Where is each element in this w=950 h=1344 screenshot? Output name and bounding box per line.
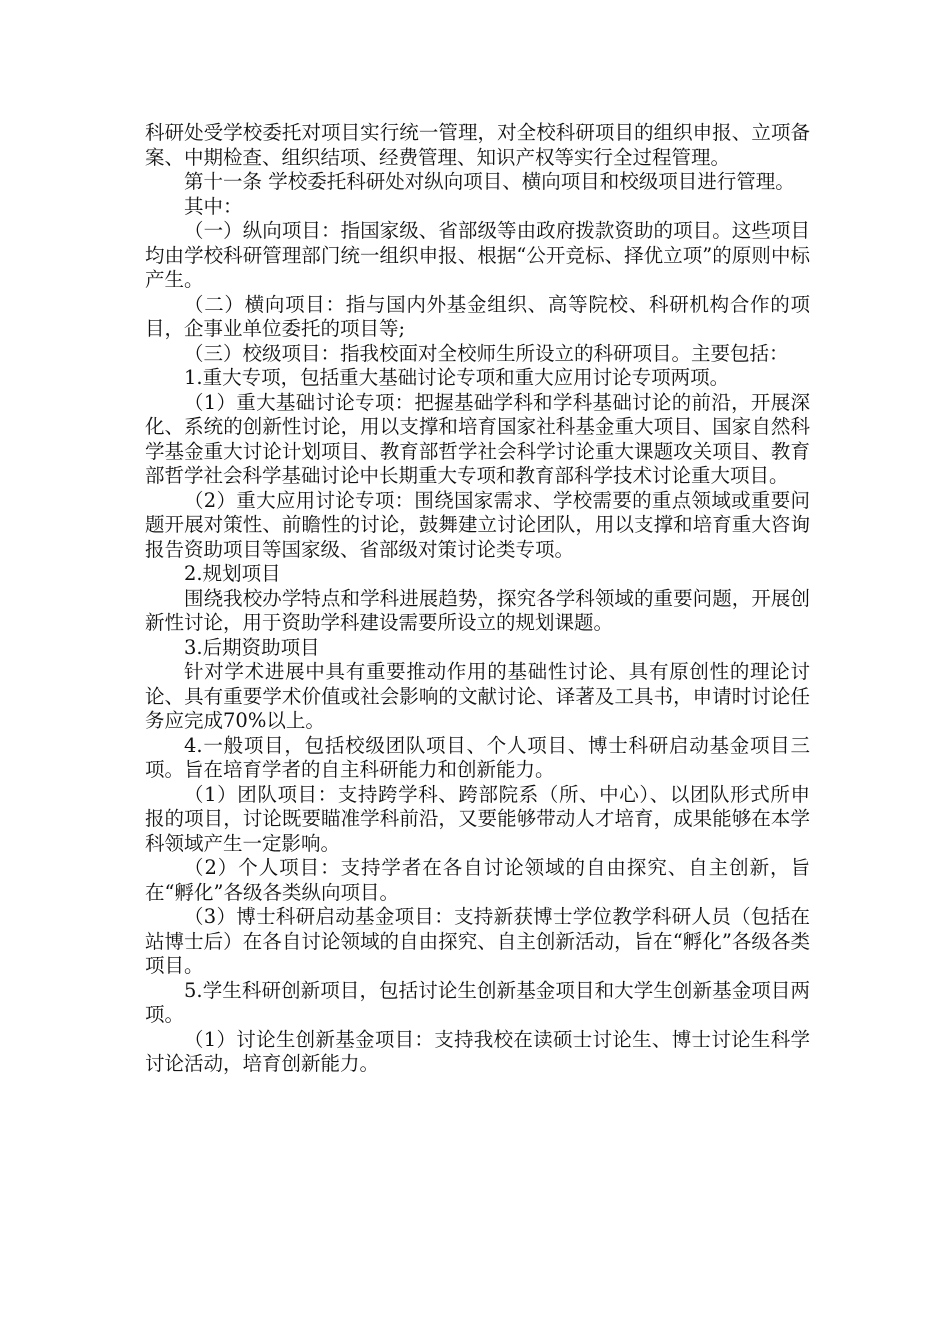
paragraph-school-projects: （三）校级项目：指我校面对全校师生所设立的科研项目。主要包括： <box>184 341 789 365</box>
paragraph-individual-projects: （2）个人项目：支持学者在各自讨论领域的自由探究、自主创新，旨在“孵化”各级各类纵向项目。 <box>145 856 810 904</box>
document-page <box>145 121 810 1077</box>
paragraph-planning-heading: 2.规划项目 <box>184 562 281 585</box>
paragraph-graduate-innovation: （1）讨论生创新基金项目：支持我校在读硕士讨论生、博士讨论生科学讨论活动，培育创新能力。 <box>145 1027 810 1075</box>
paragraph-major-applied: （2）重大应用讨论专项：围绕国家需求、学校需要的重点领域或重要问题开展对策性、前瞻性的讨论，鼓舞建立讨论团队，用以支撑和培育重大咨询报告资助项目等国家级、省部级对策讨论类专项。 <box>145 488 810 561</box>
paragraph-major-basic: （1）重大基础讨论专项：把握基础学科和学科基础讨论的前沿，开展深化、系统的创新性讨论，用以支撑和培育国家社科基金重大项目、国家自然科学基金重大讨论计划项目、教育部哲学社会科学讨论重大课题攻关项目、教育部哲学社会科学基础讨论中长期重大专项和教育部科学技术讨论重大项目。 <box>145 390 810 487</box>
paragraph-major-special: 1.重大专项，包括重大基础讨论专项和重大应用讨论专项两项。 <box>184 366 730 389</box>
paragraph-postfunding-heading: 3.后期资助项目 <box>184 635 320 659</box>
paragraph-article-11: 第十一条 学校委托科研处对纵向项目、横向项目和校级项目进行管理。 <box>184 170 795 193</box>
paragraph-postfunding-body: 针对学术进展中具有重要推动作用的基础性讨论、具有原创性的理论讨论、具有重要学术价值或社会影响的文献讨论、译著及工具书，申请时讨论任务应完成70%以上。 <box>145 660 810 732</box>
paragraph-student-innovation: 5.学生科研创新项目，包括讨论生创新基金项目和大学生创新基金项目两项。 <box>145 978 810 1026</box>
paragraph-1: 科研处受学校委托对项目实行统一管理，对全校科研项目的组织申报、立项备案、中期检查、组织结项、经费管理、知识产权等实行全过程管理。 <box>145 121 810 169</box>
paragraph-general-projects: 4.一般项目，包括校级团队项目、个人项目、博士科研启动基金项目三项。旨在培育学者的自主科研能力和创新能力。 <box>145 733 810 781</box>
paragraph-team-projects: （1）团队项目：支持跨学科、跨部院系（所、中心）、以团队形式所申报的项目，讨论既要瞄准学科前沿，又要能够带动人才培育，成果能够在本学科领域产生一定影响。 <box>145 782 810 855</box>
paragraph-horizontal-projects: （二）横向项目：指与国内外基金组织、高等院校、科研机构合作的项目，企事业单位委托的项目等; <box>145 292 810 340</box>
paragraph-among: 其中： <box>184 194 243 218</box>
paragraph-planning-body: 围绕我校办学特点和学科进展趋势，探究各学科领域的重要问题，开展创新性讨论，用于资助学科建设需要所设立的规划课题。 <box>145 586 810 634</box>
paragraph-doctoral-startup: （3）博士科研启动基金项目：支持新获博士学位教学科研人员（包括在站博士后）在各自讨论领域的自由探究、自主创新活动，旨在“孵化”各级各类项目。 <box>145 905 810 977</box>
paragraph-vertical-projects: （一）纵向项目：指国家级、省部级等由政府拨款资助的项目。这些项目均由学校科研管理部门统一组织申报、根据“公开竞标、择优立项”的原则中标产生。 <box>145 219 810 291</box>
